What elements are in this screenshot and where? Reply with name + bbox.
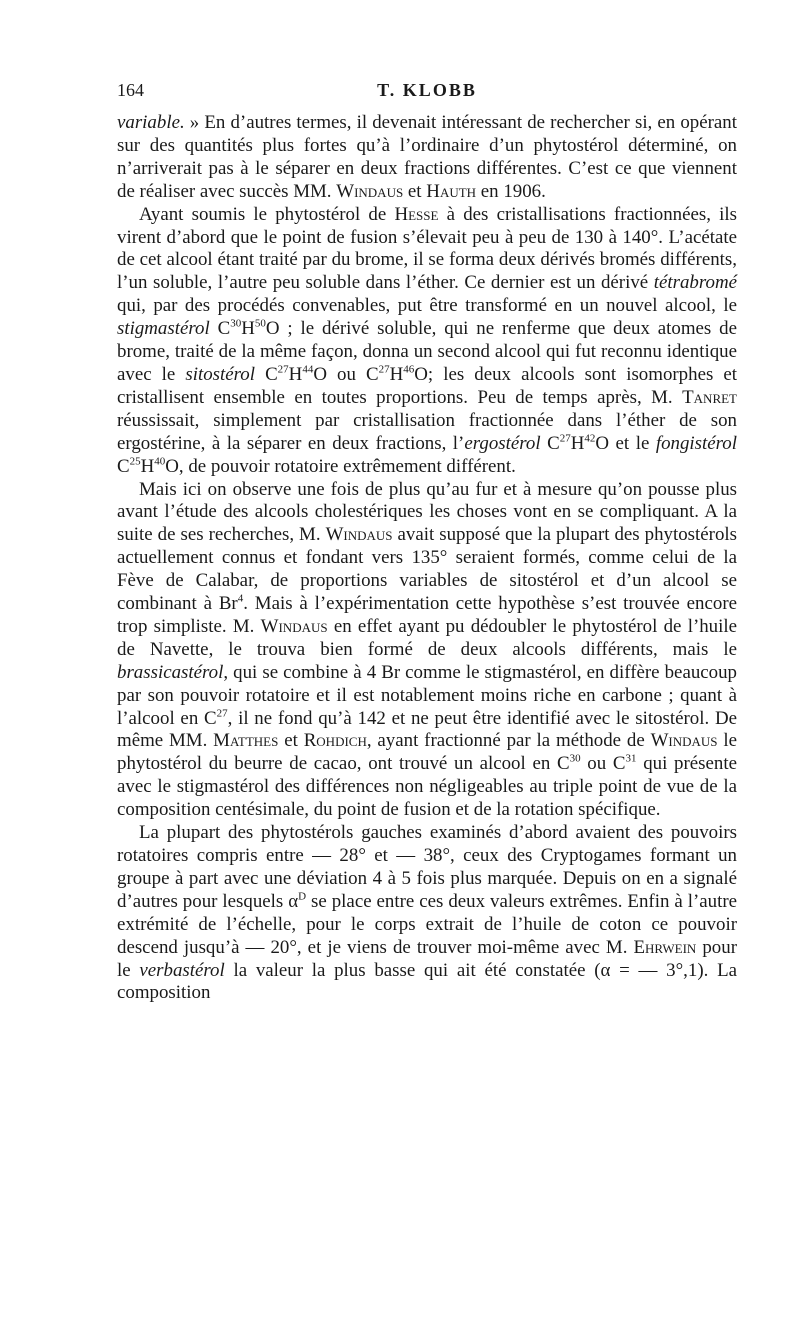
page-number: 164 [117,80,144,100]
paragraph-3 [117,479,737,823]
author-name: Rohdich [303,730,367,752]
superscript: 31 [625,753,637,766]
superscript: 44 [302,363,314,376]
text-run: réussissait, simplement par cristallisation fractionnée dans l’éther de son ergostérine, à la séparer en deux fractions, l’ [117,409,737,454]
text-run: avait supposé que la plupart des phytostérols actuellement connus et fondant vers 135° seraient formés, comme celui de la Fève de Calabar, de proportions variables de sitostérol et d’un alcool se combinant à Br [117,524,737,615]
author-name: Windaus [650,730,718,752]
running-head: T. KLOBB [377,80,477,100]
text-run: pour le [117,936,737,981]
superscript: 27 [277,363,289,376]
page-header [117,80,737,106]
text-run: , qui se combine à 4 Br comme le stigmastérol, en diffère beaucoup par son pouvoir rotatoire et il est notablement moins riche en carbone ; quant à l’alcool en C [117,661,737,729]
author-name: Windaus [325,524,393,546]
author-name: Hesse [394,203,439,225]
text-run: , ayant fractionné par la méthode de [366,730,651,752]
superscript: 27 [216,707,228,720]
italic-term: fongistérol [655,432,738,454]
author-name: Windaus [260,615,328,637]
text-run: » En d’autres termes, il devenait intéressant de rechercher si, en opérant sur des quantités plus fortes qu’à l’ordinaire d’un phytostérol déterminé, on n’arriverait pas à le séparer en deux fractions différentes. C’est ce que viennent de réaliser avec succès MM. [117,112,737,202]
text-run: qui, par des procédés convenables, put être transformé en un nouvel alcool, le [117,295,737,317]
text-run: H [389,363,404,385]
text-run: C [209,318,231,340]
superscript: 25 [129,455,141,468]
text-run: O; les deux alcools sont isomorphes et cristallisent ensemble en toutes proportions. Peu de temps après, M. [117,363,738,408]
text-run: O et le [595,432,656,454]
italic-term: tétrabromé [653,272,737,294]
paragraph-4 [117,822,737,1005]
superscript: D [298,890,307,903]
text-run: et [278,730,304,752]
author-name: Ehrwein [633,936,697,958]
text-run: , il ne fond qu’à 142 et ne peut être identifié avec le sitostérol. De même MM. [117,707,737,752]
text-run: O, de pouvoir rotatoire extrêmement différent. [165,455,516,477]
superscript: 42 [584,432,596,445]
text-run: à des cristallisations fractionnées, ils virent d’abord que le point de fusion s’élevait peu à peu de 130 à 140°. L’acétate de cet alcool étant traité par du brome, il se forma deux dérivés bromés différents, l’un soluble, l’autre peu soluble dans l’éther. Ce dernier est un dérivé [117,203,737,294]
text-run: en 1906. [476,180,546,202]
italic-term: ergostérol [464,432,541,454]
superscript: 27 [378,363,390,376]
author-name: Tanret [682,386,737,408]
text-run: Mais ici on observe une fois de plus qu’au fur et à mesure qu’on pousse plus avant l’étude des alcools cholestériques les choses vont en se compliquant. A la suite de ses recherches, M. [117,478,737,546]
text-run: . Mais à l’expérimentation cette hypothèse s’est trouvée encore trop simpliste. M. [117,593,737,637]
italic-term: brassicastérol [117,661,224,683]
italic-term: variable. [117,112,185,133]
italic-term: verbastérol [139,959,225,981]
author-name: Windaus [336,180,404,202]
paragraph-1 [117,112,737,204]
text-run: en effet ayant pu dédoubler le phytostérol de l’huile de Navette, le trouva bien formé de deux alcools différents, mais le [117,615,738,660]
text-run: et [403,180,427,202]
superscript: 30 [230,317,242,330]
text-run: O ; le dérivé soluble, qui ne renferme que deux atomes de brome, traité de la même façon, donna un second alcool qui fut reconnu identique avec le [117,318,737,385]
text-run: qui présente avec le stigmastérol des différences non négligeables au triple point de vue de la composition centésimale, du point de fusion et de la rotation spécifique. [117,753,737,821]
italic-term: stigmastérol [117,318,210,340]
text-run: H [288,363,303,385]
text-run: C [255,363,278,385]
superscript: 27 [559,432,571,445]
text-run: H [140,455,155,477]
text-run: H [570,432,585,454]
italic-term: sitostérol [185,363,255,385]
paragraph-2 [117,204,737,479]
author-name: Matthes [213,730,279,752]
superscript: 40 [154,455,166,468]
author-name: Hauth [426,180,477,202]
text-run: Ayant soumis le phytostérol de [139,203,395,225]
text-run: H [241,318,255,340]
text-run: C [540,432,560,454]
superscript: 46 [403,363,415,376]
text-run: le phytostérol du beurre de cacao, ont trouvé un alcool en C [117,730,738,775]
superscript: 30 [569,753,581,766]
superscript: 4 [237,592,244,605]
text-run: O ou C [313,363,379,385]
superscript: 50 [254,317,266,330]
text-run: la valeur la plus basse qui ait été constatée (α = — 3°,1). La composition [117,959,737,1004]
body-text [117,112,737,1005]
text-run: se place entre ces deux valeurs extrêmes. Enfin à l’autre extrémité de l’échelle, pour le corps extrait de l’huile de coton ce pouvoir descend jusqu’à — 20°, et je viens de trouver moi-même avec M. [117,890,737,958]
text-run: ou C [580,753,626,775]
text-run: La plupart des phytostérols gauches examinés d’abord avaient des pouvoirs rotatoires compris entre — 28° et — 38°, ceux des Cryptogames formant un groupe à part avec une déviation 4 à 5 fois plus marquée. Depuis on en a signalé d’autres pour lesquels α [117,822,737,912]
text-run: C [117,455,130,477]
